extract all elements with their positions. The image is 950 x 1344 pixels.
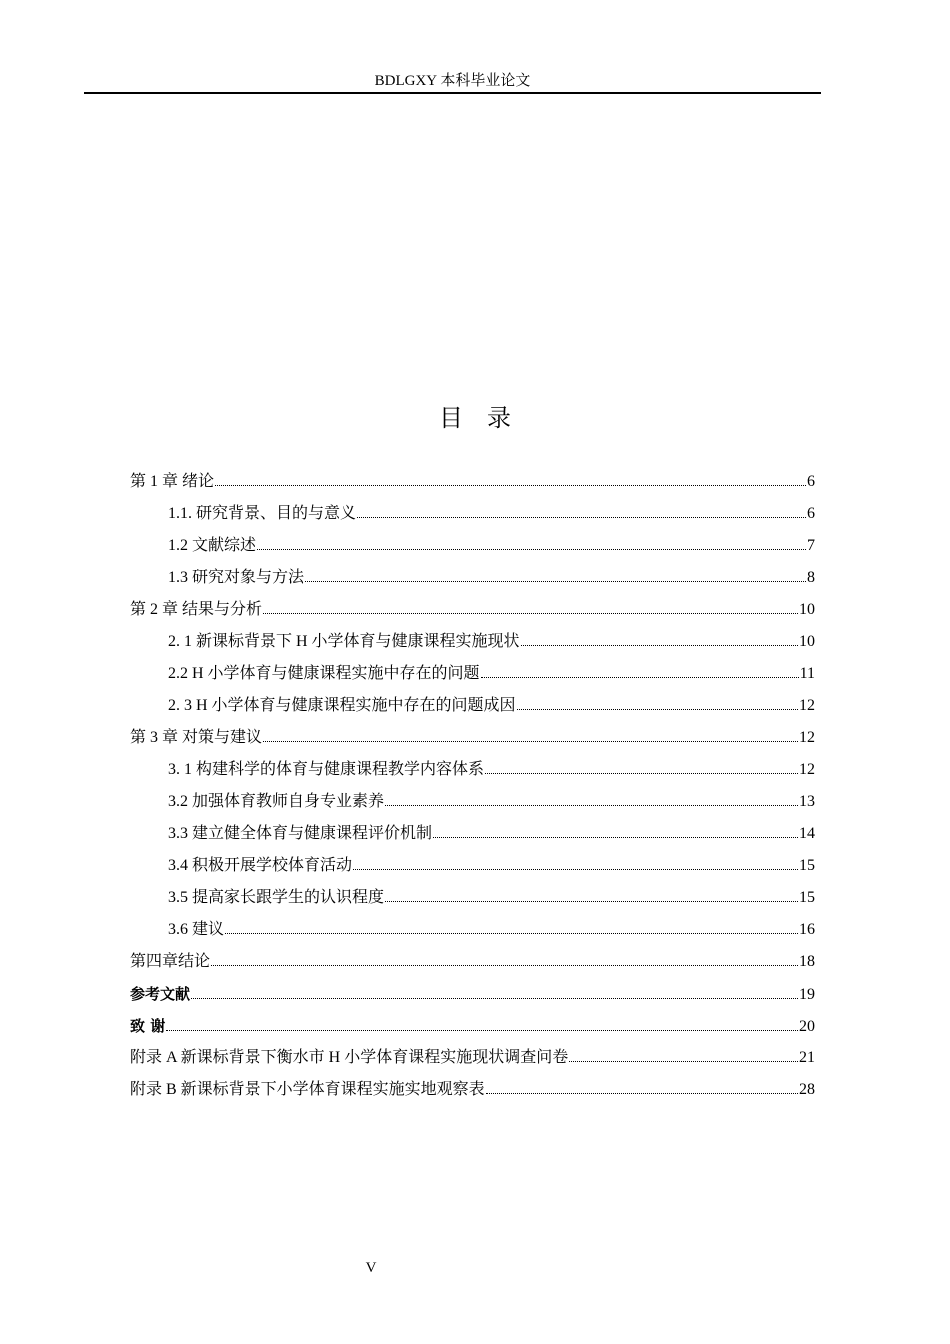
toc-entry-page: 6 <box>807 473 815 490</box>
toc-entry-title: 3. 1 构建科学的体育与健康课程教学内容体系 <box>168 761 485 778</box>
toc-entry[interactable] <box>130 850 815 882</box>
toc-entry-title: 3.6 建议 <box>168 921 225 938</box>
toc-entry-page: 12 <box>799 761 815 778</box>
toc-entry-title: 第 2 章 结果与分析 <box>130 601 263 618</box>
toc-entry[interactable] <box>130 914 815 946</box>
toc-entry-title: 3.4 积极开展学校体育活动 <box>168 857 353 874</box>
toc-entry[interactable] <box>130 1010 815 1042</box>
toc-leader-dots <box>263 613 798 614</box>
toc-entry-page: 20 <box>799 1018 815 1035</box>
toc-entry-title: 致 谢 <box>130 1017 166 1035</box>
toc-entry[interactable] <box>130 530 815 562</box>
toc-entry-title: 1.1. 研究背景、目的与意义 <box>168 505 357 522</box>
toc-entry-title: 3.3 建立健全体育与健康课程评价机制 <box>168 825 433 842</box>
toc-leader-dots <box>263 741 798 742</box>
toc-leader-dots <box>191 998 798 999</box>
toc-entry[interactable] <box>130 722 815 754</box>
toc-entry[interactable] <box>130 786 815 818</box>
toc-entry-title: 2.2 H 小学体育与健康课程实施中存在的问题 <box>168 665 480 682</box>
toc-entry-page: 15 <box>799 857 815 874</box>
toc-entry-page: 7 <box>807 537 815 554</box>
toc-heading: 目录 <box>439 404 535 432</box>
toc-entry[interactable] <box>130 658 815 690</box>
toc-entry[interactable] <box>130 946 815 978</box>
toc-entry-title: 第四章结论 <box>130 953 211 970</box>
toc-entry-page: 19 <box>799 986 815 1003</box>
toc-entry-title: 2. 1 新课标背景下 H 小学体育与健康课程实施现状 <box>168 633 520 650</box>
toc-entry-page: 10 <box>799 633 815 650</box>
toc-entry-page: 21 <box>799 1049 815 1066</box>
toc-entry-page: 12 <box>799 729 815 746</box>
toc-entry[interactable] <box>130 1042 815 1074</box>
toc-leader-dots <box>485 773 798 774</box>
table-of-contents <box>130 466 815 1106</box>
toc-entry-page: 6 <box>807 505 815 522</box>
toc-leader-dots <box>517 709 798 710</box>
toc-entry-page: 10 <box>799 601 815 618</box>
toc-entry-page: 11 <box>799 665 815 682</box>
toc-entry-title: 2. 3 H 小学体育与健康课程实施中存在的问题成因 <box>168 697 516 714</box>
toc-leader-dots <box>215 485 806 486</box>
toc-leader-dots <box>521 645 798 646</box>
toc-entry-page: 15 <box>799 889 815 906</box>
toc-entry-title: 第 3 章 对策与建议 <box>130 729 263 746</box>
toc-entry[interactable] <box>130 690 815 722</box>
toc-entry-title: 附录 A 新课标背景下衡水市 H 小学体育课程实施现状调查问卷 <box>130 1049 569 1066</box>
toc-entry-page: 12 <box>799 697 815 714</box>
toc-entry[interactable] <box>130 594 815 626</box>
toc-leader-dots <box>569 1061 798 1062</box>
toc-leader-dots <box>357 517 806 518</box>
toc-entry[interactable] <box>130 498 815 530</box>
toc-leader-dots <box>385 805 798 806</box>
toc-entry[interactable] <box>130 562 815 594</box>
toc-entry-page: 28 <box>799 1081 815 1098</box>
toc-entry-page: 16 <box>799 921 815 938</box>
toc-entry-page: 8 <box>807 569 815 586</box>
toc-entry[interactable] <box>130 978 815 1010</box>
toc-entry-page: 14 <box>799 825 815 842</box>
toc-leader-dots <box>481 677 799 678</box>
toc-leader-dots <box>257 549 806 550</box>
toc-entry[interactable] <box>130 754 815 786</box>
toc-entry-title: 参考文献 <box>130 985 191 1003</box>
toc-leader-dots <box>211 965 798 966</box>
toc-entry[interactable] <box>130 626 815 658</box>
toc-entry-title: 附录 B 新课标背景下小学体育课程实施实地观察表 <box>130 1081 485 1098</box>
toc-leader-dots <box>166 1030 798 1031</box>
toc-entry-title: 3.5 提高家长跟学生的认识程度 <box>168 889 385 906</box>
toc-entry-page: 13 <box>799 793 815 810</box>
toc-entry-title: 1.3 研究对象与方法 <box>168 569 305 586</box>
toc-leader-dots <box>225 933 798 934</box>
toc-entry[interactable] <box>130 1074 815 1106</box>
toc-entry[interactable] <box>130 882 815 914</box>
toc-leader-dots <box>433 837 798 838</box>
page-number: V <box>365 1260 377 1276</box>
toc-leader-dots <box>486 1093 798 1094</box>
toc-entry-title: 3.2 加强体育教师自身专业素养 <box>168 793 385 810</box>
toc-entry[interactable] <box>130 818 815 850</box>
running-header: BDLGXY 本科毕业论文 <box>374 73 531 89</box>
toc-entry-page: 18 <box>799 953 815 970</box>
toc-entry-title: 第 1 章 绪论 <box>130 473 215 490</box>
toc-leader-dots <box>385 901 798 902</box>
toc-leader-dots <box>353 869 798 870</box>
toc-entry-title: 1.2 文献综述 <box>168 537 257 554</box>
toc-entry[interactable] <box>130 466 815 498</box>
header-divider <box>84 92 821 94</box>
toc-leader-dots <box>305 581 806 582</box>
